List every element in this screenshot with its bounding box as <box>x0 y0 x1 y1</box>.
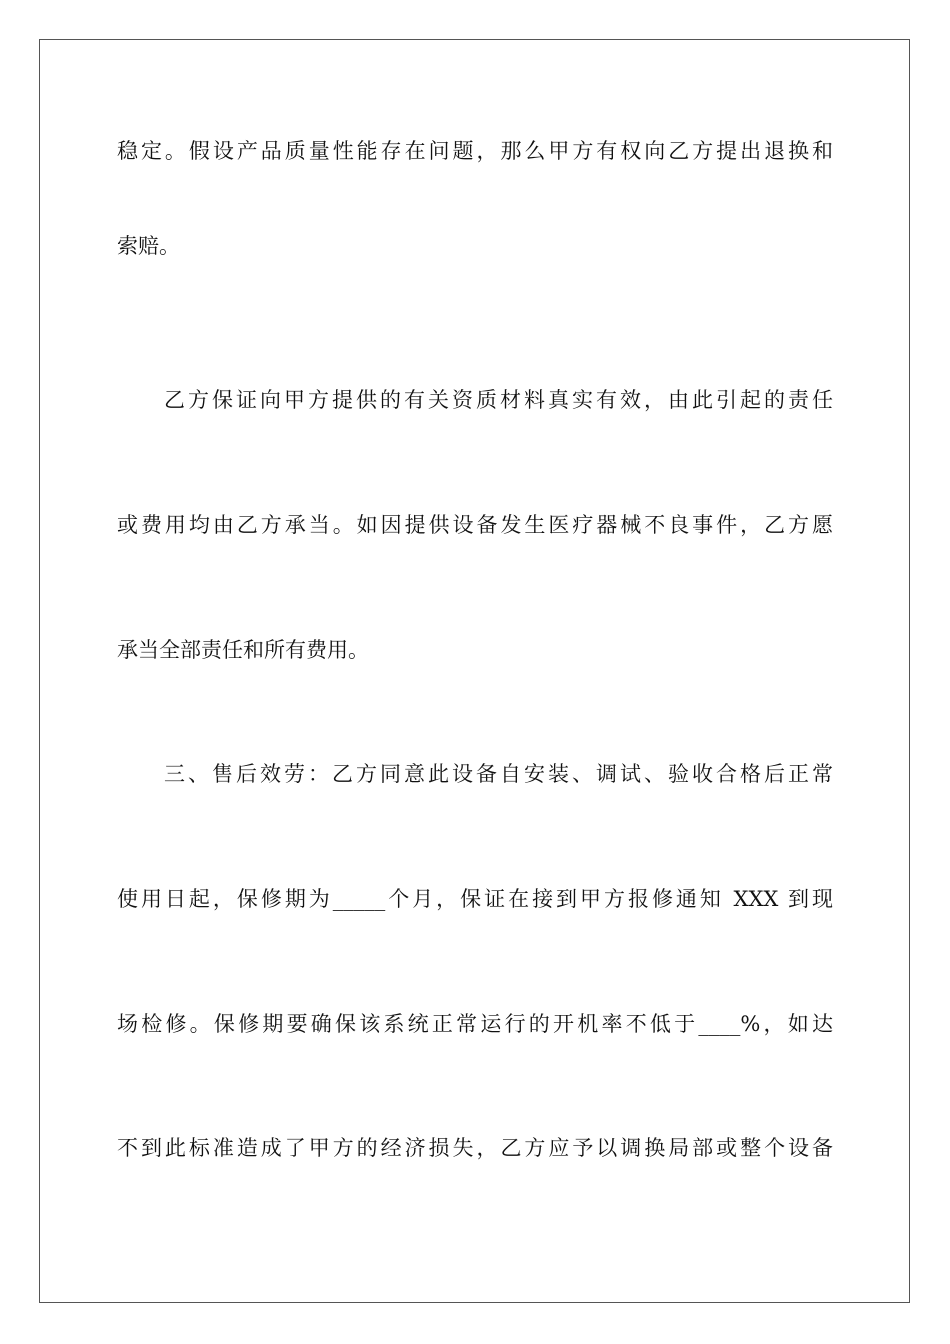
text-line-5: 承当全部责任和所有费用。 <box>117 638 369 662</box>
text-line-4: 或费用均由乙方承当。如因提供设备发生医疗器械不良事件，乙方愿 <box>117 513 833 537</box>
text-line-1: 稳定。假设产品质量性能存在问题，那么甲方有权向乙方提出退换和 <box>117 139 833 163</box>
text-line-7: 使用日起，保修期为_____个月，保证在接到甲方报修通知 XXX 到现 <box>117 887 833 911</box>
text-line-9: 不到此标准造成了甲方的经济损失，乙方应予以调换局部或整个设备 <box>117 1136 833 1160</box>
text-line-2: 索赔。 <box>117 234 180 258</box>
text-line-8: 场检修。保修期要确保该系统正常运行的开机率不低于____%，如达 <box>117 1012 833 1036</box>
text-line-3: 乙方保证向甲方提供的有关资质材料真实有效，由此引起的责任 <box>164 388 833 412</box>
page-border <box>39 39 910 1303</box>
text-line-6: 三、售后效劳：乙方同意此设备自安装、调试、验收合格后正常 <box>164 762 833 786</box>
